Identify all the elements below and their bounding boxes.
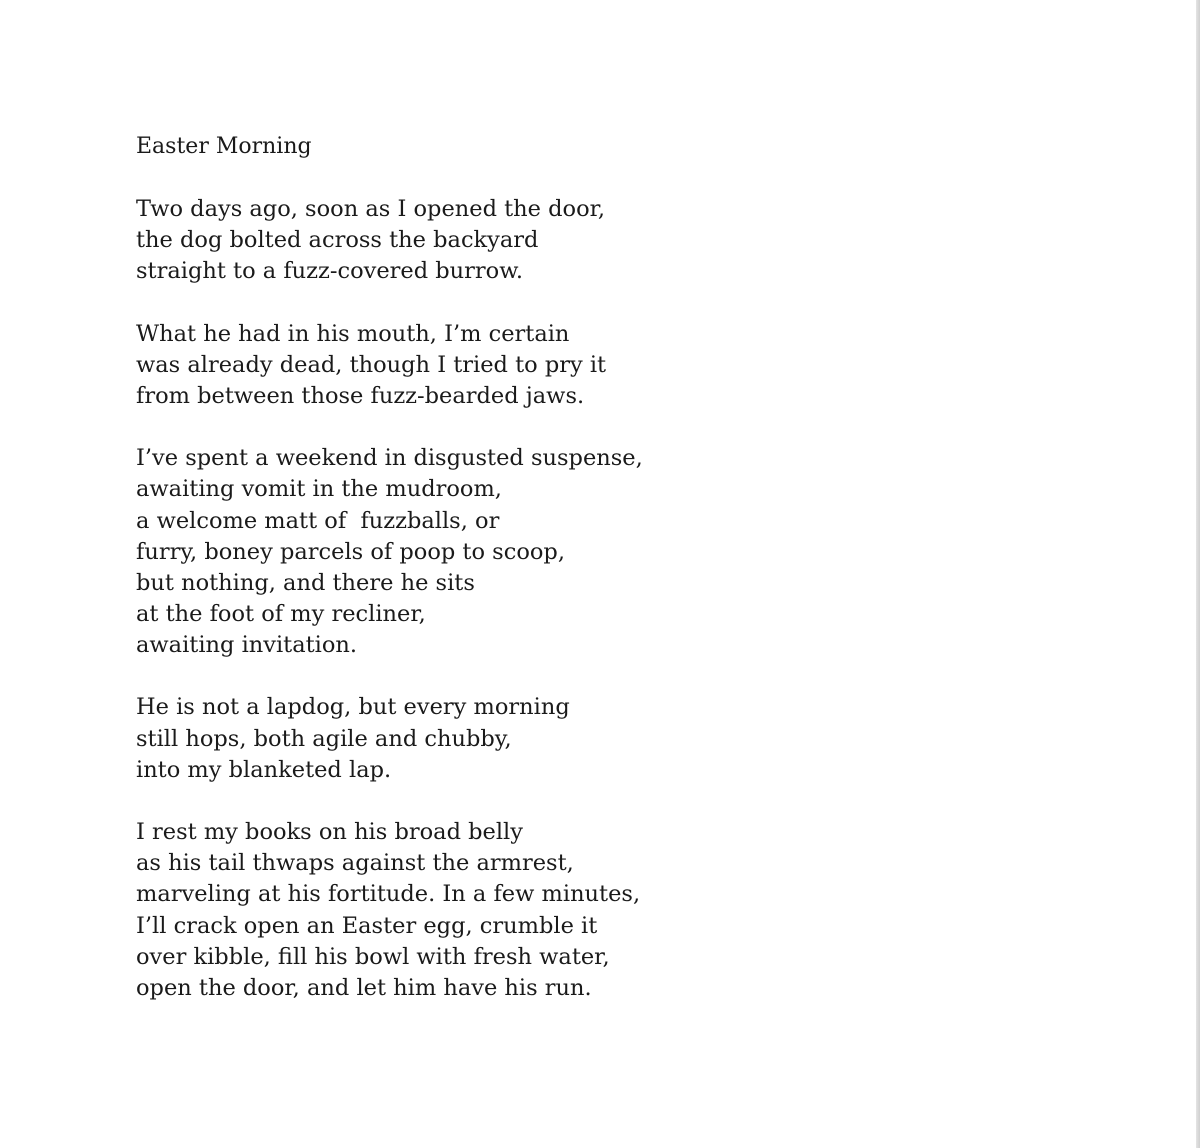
poem-line: at the foot of my recliner, [136,601,426,628]
stanza-4 [136,692,756,786]
poem-line: awaiting invitation. [136,632,358,659]
poem-line: furry, boney parcels of poop to scoop, [136,538,565,565]
poem-line: still hops, both agile and chubby, [136,725,512,752]
stanza-2 [136,319,756,413]
poem-line: open the door, and let him have his run. [136,974,592,1001]
poem [136,131,756,1035]
poem-line: What he had in his mouth, I’m certain [136,320,570,347]
poem-line: awaiting vomit in the mudroom, [136,476,502,503]
stanza-5 [136,817,756,1004]
poem-line: from between those fuzz-bearded jaws. [136,382,585,409]
page-edge-divider [1196,0,1200,1148]
poem-title: Easter Morning [136,134,312,159]
poem-line: He is not a lapdog, but every morning [136,694,570,721]
poem-line: was already dead, though I tried to pry it [136,351,607,378]
poem-line: the dog bolted across the backyard [136,227,539,254]
poem-line: into my blanketed lap. [136,756,392,783]
poem-line: as his tail thwaps against the armrest, [136,850,574,877]
poem-line: Two days ago, soon as I opened the door, [136,196,606,222]
poem-line: I’ll crack open an Easter egg, crumble it [136,912,598,939]
poem-line: I rest my books on his broad belly [136,819,523,845]
poem-line: over kibble, fill his bowl with fresh water, [136,943,610,970]
poem-line: a welcome matt of fuzzballs, or [136,507,500,534]
stanza-1 [136,194,756,288]
poem-line: but nothing, and there he sits [136,569,475,596]
poem-line: straight to a fuzz-covered burrow. [136,258,523,285]
stanza-3 [136,443,756,661]
poem-line: marveling at his fortitude. In a few minutes, [136,881,641,908]
poem-line: I’ve spent a weekend in disgusted suspense, [136,445,643,472]
